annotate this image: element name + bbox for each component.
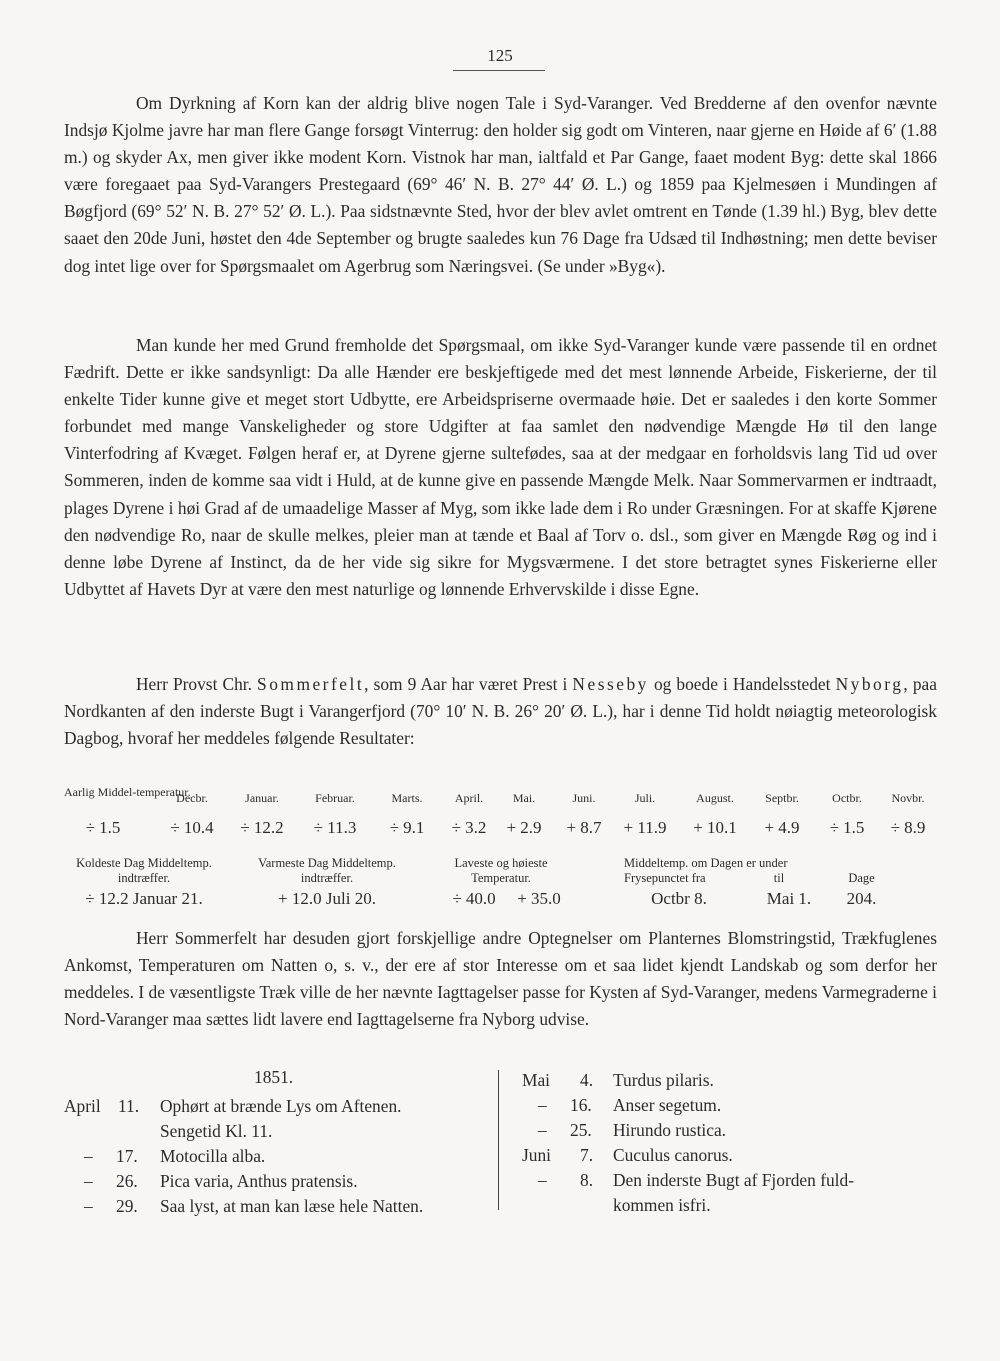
value-november: ÷ 8.9 [890, 818, 926, 837]
p3-part-a: Herr Provst Chr. [136, 674, 258, 694]
header-below-freezing-to: til [773, 871, 785, 885]
header-october: Octbr. [832, 791, 862, 805]
right-entry-text: Turdus pilaris. [613, 1070, 714, 1090]
right-entry-text: Cuculus canorus. [613, 1145, 733, 1165]
left-entry-text: Motocilla alba. [160, 1146, 266, 1166]
left-entry-day: 26. [116, 1171, 138, 1191]
monthly-table-values [64, 818, 939, 848]
name-nyborg: Nyborg [835, 674, 904, 694]
left-entry-text: Ophørt at brænde Lys om Aftenen. [160, 1096, 402, 1116]
monthly-table-header [64, 785, 939, 815]
name-nesseby: Nesseby [572, 674, 649, 694]
value-june: + 8.7 [566, 818, 602, 837]
header-annual-mean: Aarlig Middel-temperatur. [64, 785, 191, 799]
value-august: + 10.1 [693, 818, 737, 837]
paragraph-observations-intro: Herr Sommerfelt har desuden gjort forskjellige andre Optegnelser om Planternes Blomstringstid, Trækfuglenes Ankomst, Temperaturen om Natten o, s. v., der ere af stor Interesse om et saa lidet kjendt Landskab og som derfor her meddeles. I de væsentligste Træk ville de her nævnte Iagttagelser passe for Kysten af Syd-Varanger, medens Varmegraderne i Nord-Varanger maa sættes lidt lavere end Iagttagelserne fra Nyborg udvise. [64, 928, 937, 1030]
right-entry-month: Mai [522, 1070, 551, 1090]
value-may: + 2.9 [506, 818, 542, 837]
observations-year: 1851. [254, 1067, 294, 1087]
header-november: Novbr. [891, 791, 925, 805]
value-march: ÷ 9.1 [389, 818, 425, 837]
extremes-table-header [64, 856, 939, 888]
header-april: April. [454, 791, 484, 805]
p3-part-g: , paa Nordkanten af den inderste Bugt i Varangerfjord (70° 10′ N. B. 26° 20′ Ø. L.), har i denne Tid holdt nøiagtig meteorologisk Dagbog, hvoraf her meddeles følgende Resultater: [64, 674, 937, 749]
header-may: Mai. [512, 791, 536, 805]
header-warmest-day: Varmeste Dag Middeltemp. indtræffer. [258, 856, 396, 885]
header-days: Dage [848, 871, 875, 885]
right-entry-month: – [538, 1095, 547, 1115]
right-entry-month: Juni [522, 1145, 551, 1165]
right-entry-text: Den inderste Bugt af Fjorden fuld- [613, 1170, 854, 1190]
value-freeze-to: Mai 1. [766, 889, 812, 908]
value-july: + 11.9 [623, 818, 667, 837]
value-lowest-temperature: ÷ 40.0 [452, 889, 496, 908]
value-september: + 4.9 [764, 818, 800, 837]
header-december: Decbr. [176, 791, 208, 805]
page-number-rule [453, 70, 545, 71]
right-entry-day: 7. [580, 1145, 594, 1165]
left-entry-month: – [84, 1171, 93, 1191]
left-entry-day: 11. [118, 1096, 140, 1116]
header-february: Februar. [315, 791, 355, 805]
right-entry-text: Hirundo rustica. [613, 1120, 727, 1140]
header-july: Juli. [634, 791, 656, 805]
left-entry-text: Pica varia, Anthus pratensis. [160, 1171, 358, 1191]
right-entry-day: 16. [570, 1095, 592, 1115]
value-january: ÷ 12.2 [240, 818, 284, 837]
value-freeze-days: 204. [846, 889, 877, 908]
value-freeze-from: Octbr 8. [651, 889, 707, 908]
left-entry-month: – [84, 1146, 93, 1166]
left-entry-day: 17. [116, 1146, 138, 1166]
right-entry-text: Anser segetum. [613, 1095, 722, 1115]
column-divider [498, 1070, 499, 1210]
right-entry-month: – [538, 1170, 547, 1190]
value-highest-temperature: + 35.0 [517, 889, 561, 908]
value-annual-mean: ÷ 1.5 [85, 818, 121, 837]
paragraph-sommerfelt-intro [64, 671, 937, 752]
value-coldest-day: ÷ 12.2 Januar 21. [85, 889, 203, 908]
value-december: ÷ 10.4 [170, 818, 214, 837]
header-coldest-day: Koldeste Dag Middeltemp. indtræffer. [76, 856, 212, 885]
right-entry-day: 4. [580, 1070, 594, 1090]
name-sommerfelt: Sommerfelt [257, 674, 365, 694]
value-april: ÷ 3.2 [451, 818, 487, 837]
right-entry-text: kommen isfri. [613, 1195, 711, 1215]
header-extreme-temperatures: Laveste og høieste Temperatur. [454, 856, 548, 885]
header-january: Januar. [245, 791, 279, 805]
p3-part-e: og boede i Handelsstedet [648, 674, 836, 694]
extremes-table-values [64, 889, 939, 915]
paragraph-grain-cultivation: Om Dyrkning af Korn kan der aldrig blive nogen Tale i Syd-Varanger. Ved Bredderne af den ovenfor nævnte Indsjø Kjolme javre har man flere Gange forsøgt Vinterrug: den holder sig godt om Vinteren, naar gjerne en Høide af 6′ (1.88 m.) og skyder Ax, men giver ikke modent Korn. Vistnok har man, ialtfald et Par Gange, faaet modent Byg: dette skal 1866 være foregaaet paa Syd-Varangers Prestegaard (69° 46′ N. B. 27° 44′ Ø. L.) og 1859 paa Kjelmesøen i Mundingen af Bøgfjord (69° 52′ N. B. 27° 52′ Ø. L.). Paa sidstnævnte Sted, hvor der blev avlet omtrent en Tønde (1.39 hl.) Byg, blev dette saaet den 20de Juni, høstet den 4de September og brugte saaledes kun 76 Dage fra Udsæd til Indhøstning; men dette beviser dog intet lige over for Spørgsmaalet om Agerbrug som Næringsvei. (Se under »Byg«). [64, 93, 937, 276]
right-entry-day: 25. [570, 1120, 592, 1140]
value-october: ÷ 1.5 [829, 818, 865, 837]
left-entry-month: – [84, 1196, 93, 1216]
paragraph-cattle-farming: Man kunde her med Grund fremholde det Spørgsmaal, om ikke Syd-Varanger kunde være passende til en ordnet Fædrift. Dette er ikke sandsynligt: Da alle Hænder ere beskjeftigede med det mest lønnende Arbeide, Fiskerierne, der til enkelte Tider kunne give et meget stort Udbytte, ere Arbeidspriserne overmaade høie. Det er saaledes i den korte Sommer forbundet med mange Vanskeligheder og store Udgifter at faa samlet den nødvendige Mængde Hø til den lange Vinterfodring af Kvæget. Følgen heraf er, at Dyrene gjerne sultefødes, saa at der medgaar en forholdsvis lang Tid ud over Sommeren, inden de komme saa vidt i Huld, at de kunne give en passende Mængde Melk. Naar Sommervarmen er indtraadt, plages Dyrene i høi Grad af de umaadelige Masser af Myg, som ikke lade dem i Ro under Græsningen. For at skaffe Kjørene den nødvendige Ro, naar de skulle melkes, pleier man at tænde et Baal af Torv o. dsl., som giver en Mængde Røg og ind i denne løbe Dyrene af Instinct, da de her vide sig sikre for Mygsværmene. I det store betragtet synes Fiskerierne eller Udbyttet af Havets Dyr at være den mest naturlige og lønnende Erhvervskilde i disse Egne. [64, 335, 937, 599]
header-august: August. [696, 791, 734, 805]
header-march: Marts. [391, 791, 423, 805]
header-june: Juni. [572, 791, 596, 805]
header-below-freezing-from: Middeltemp. om Dagen er under Frysepunctet fra [624, 856, 788, 885]
p3-part-c: , som 9 Aar har været Prest i [364, 674, 573, 694]
right-entry-day: 8. [580, 1170, 594, 1190]
page-number: 125 [487, 46, 513, 65]
left-entry-text: Saa lyst, at man kan læse hele Natten. [160, 1196, 424, 1216]
right-entry-month: – [538, 1120, 547, 1140]
left-entry-text: Sengetid Kl. 11. [160, 1121, 273, 1141]
left-entry-day: 29. [116, 1196, 138, 1216]
value-february: ÷ 11.3 [313, 818, 357, 837]
header-september: Septbr. [765, 791, 799, 805]
value-warmest-day: + 12.0 Juli 20. [278, 889, 376, 908]
left-entry-month: April [64, 1096, 101, 1116]
